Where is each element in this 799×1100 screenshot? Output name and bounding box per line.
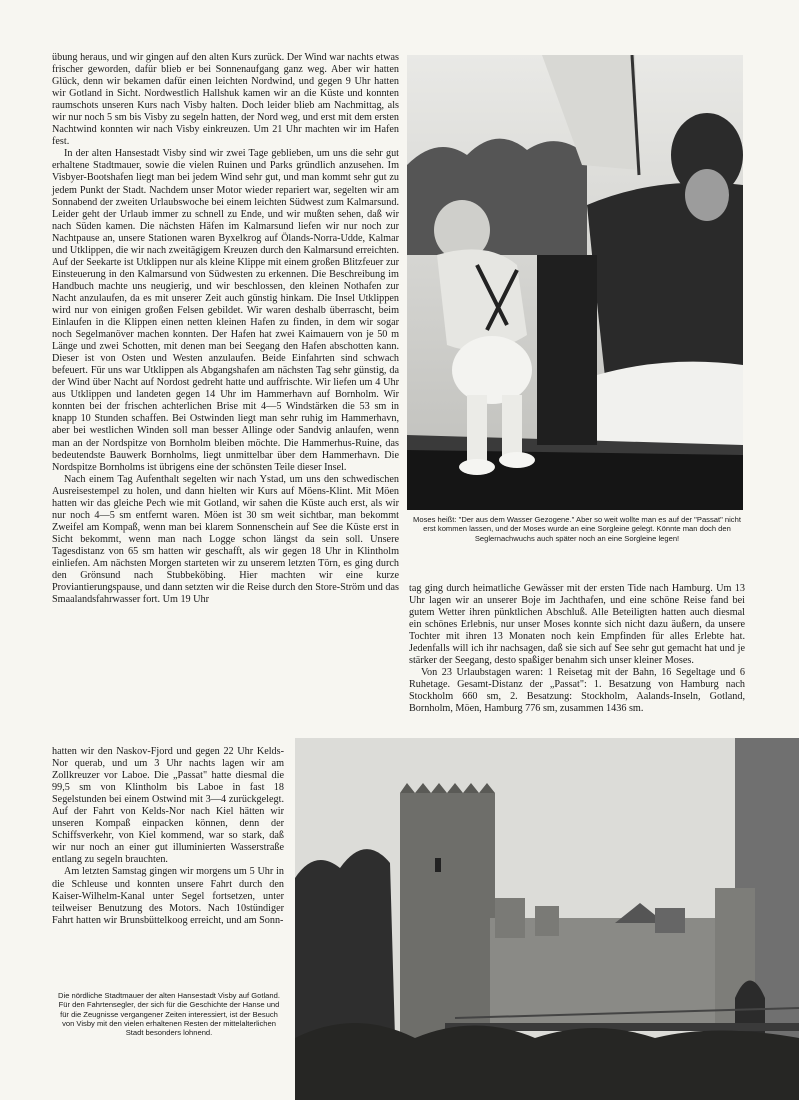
right-text-column xyxy=(409,583,745,716)
paragraph: Am letzten Samstag gingen wir morgens um 5 Uhr in die Schleuse und konnten unsere Fahrt durch den Kaiser-Wilhelm-Kanal unter Segel fortsetzen, unter teilweiser Benutzung des Motors. Nach 10stündiger Fahrt hatten wir Brunsbüttelkoog erreicht, und am Sonn- xyxy=(52,866,284,926)
paragraph: tag ging durch heimatliche Gewässer mit der ersten Tide nach Hamburg. Um 13 Uhr lagen wir an unserer Boje im Jachthafen, und eine schöne Reise fand bei gutem Wetter ihren pünktlichen Abschluß. Alle Beteiligten hatten auch diesmal ein schönes Erlebnis, nur unser Moses konnte sich nicht dazu äußern, da unsere Tochter mit ihren 13 Monaten noch kein Empfinden für alles Erlebte hat. Jedenfalls will ich ihr nachsagen, daß sie sich auf See sehr gut gemacht hat und je stärker der Seegang, desto spaßiger benahm sich unser kleiner Moses. xyxy=(409,583,745,667)
photo-visby-city-wall xyxy=(295,738,799,1100)
paragraph: hatten wir den Naskov-Fjord und gegen 22 Uhr Kelds-Nor querab, und um 3 Uhr nachts lagen wir am Zollkreuzer vor Laboe. Die „Passat" hatte diesmal die 99,5 sm von Klintholm bis Laboe in fast 18 Segelstunden bei einem Ostwind mit 3—4 zurückgelegt. Auf der Fahrt von Kelds-Nor nach Kiel hätten wir unseren Kompaß einpacken können, denn der Schiffsverkehr, von Kiel kommend, war so stark, daß wir nur noch an einer gut illuminierten Wasserstraße entlang zu segeln brauchten. xyxy=(52,746,284,866)
photo-caption-bottom: Die nördliche Stadtmauer der alten Hansestadt Visby auf Gotland. Für den Fahrtensegler, der sich für die Geschichte der Hanse und für die Zeugnisse vergangener Zeiten interessiert, ist der Besuch von Visby mit den vielen erhaltenen Resten der mittelalterlichen Stadt besonders lohnend. xyxy=(58,991,280,1038)
narrow-text-column xyxy=(52,746,284,927)
paragraph: übung heraus, und wir gingen auf den alten Kurs zurück. Der Wind war nachts etwas frischer geworden, dafür blieb er bei Sonnenaufgang ganz weg. Aber wir hatten Glück, denn wir bekamen dafür einen leichten Nordwind, und gegen 9 Uhr hatten wir Gotland in Sicht. Nordwestlich Hallshuk kamen wir an die Küste und konnten raumschots unseren Kurs nach Visby halten. Doch leider blieb am Nachmittag, als wir nur noch 5 sm bis Visby zu segeln hatten, der Nord weg, und erst mit dem ersten Nachtwind konnten wir nach Visby einkreuzen. Um 21 Uhr machten wir im Hafen fest. xyxy=(52,52,399,148)
left-text-column xyxy=(52,52,399,606)
paragraph: In der alten Hansestadt Visby sind wir zwei Tage geblieben, um uns die sehr gut erhaltene Stadtmauer, sowie die vielen Ruinen und Parks gründlich anzusehen. Im Visbyer-Bootshafen liegt man bei jedem Wind sehr gut, und man kommt sehr gut zu jedem Punkt der Stadt. Nachdem unser Motor wieder repariert war, segelten wir am Sonnabend der zweiten Urlaubswoche bei einem leichten Südwest zum Kalmarsund. Leider geht der Urlaub immer zu schnell zu Ende, und wir mußten sehen, daß wir nach Süden kamen. Die nächsten Häfen im Kalmarsund liefen wir nur noch zur Nachtpause an, unsere Stationen waren Byxelkrog auf Ölands-Norra-Udde, Kalmar und Utklippen, die wir nach zweitägigem Kreuzen durch den Kalmarsund erreichten. Auf der Seekarte ist Utklippen nur als kleine Klippe mit einem großen Blitzfeuer zur Einsteuerung in den Kalmarsund von Südwesten zu erkennen. Die Beschreibung im Handbuch machte uns neugierig, und wir beschlossen, den kleinen Nothafen zur Nacht anzulaufen, da es mit unserer Zeit auch günstig hinkam. Die Insel Utklippen wird nur von einigen großen Felsen gebildet. Wir waren deshalb überrascht, beim Einlaufen in die Klippen einen netten kleinen Hafen zu finden, in dem wir sogar noch Segelmanöver machen konnten. Der Hafen hat zwei Kaimauern von je 50 m Länge und zwei Schotten, mit denen man bei Seegang den Hafen abschotten kann. Dieser ist von Osten und Westen anzulaufen. Beide Einfahrten sind schwach befeuert. Für uns war Utklippen als Abgangshafen am nächsten Tag sehr günstig, da der Wind über Nacht auf Nordost gedreht hatte und auffrischte. Wir liefen um 4 Uhr aus Utklippen und landeten gegen 14 Uhr im Hammerhavn auf Bornholm. Wir konnten bei der frischen achterlichen Brise mit 4—5 Windstärken die 53 sm in knapp 10 Stunden schaffen. Bei Ostwinden liegt man sehr ruhig im Hammerhavn, aber bei westlichen Winden soll man besser Allinge oder Sandvig anlaufen, wenn man an der Nordspitze von Bornholm bleiben möchte. Die Hammerhus-Ruine, das bedeutendste Bauwerk Bornholms, liegt unmittelbar über dem Hammerhavn. Die Nordspitze Bornholms ist übrigens eine der schönsten Teile dieser Insel. xyxy=(52,148,399,473)
paragraph: Von 23 Urlaubstagen waren: 1 Reisetag mit der Bahn, 16 Segeltage und 6 Ruhetage. Gesamt-Distanz der „Passat": 1. Besatzung von Hamburg nach Stockholm 660 sm, 2. Besatzung: Stockholm, Aalands-Inseln, Gotland, Bornholm, Möen, Hamburg 776 sm, zusammen 1436 sm. xyxy=(409,667,745,715)
photo-caption-top: Moses heißt: "Der aus dem Wasser Gezogene." Aber so weit wollte man es auf der "Passat" nicht erst kommen lassen, und der Moses wurde an eine Sorgleine gelegt. Könnte man doch den Seglernachwuchs auch später noch an eine Sorgleine legen! xyxy=(413,515,741,543)
photo-child-on-boat xyxy=(407,55,743,510)
paragraph: Nach einem Tag Aufenthalt segelten wir nach Ystad, um uns den schwedischen Ausreisestempel zu holen, und dann hielten wir Kurs auf Möens-Klint. Mit Möen hatten wir das gleiche Pech wie mit Gotland, wir sahen die Küste auch erst, als wir nur noch 4—5 sm entfernt waren. Möen ist 30 sm weit sichtbar, man bekommt Zweifel am Kompaß, wenn man bei klarem Sonnenschein auf See die Küste erst in Sicht bekommt, wenn man nach Logge schon längst da sein soll. Unsere Tagesdistanz von 65 sm hatten wir geschafft, als wir gegen 18 Uhr in Klintholm einliefen. Am nächsten Morgen starteten wir zu unserem letzten Törn, es ging durch den Grönsund nach Stubbeköbing. Hier machten wir eine kurze Proviantierungspause, und dann setzten wir die Reise durch den Store-Ström und das Smaalandsfahrwasser fort. Um 19 Uhr xyxy=(52,473,399,606)
